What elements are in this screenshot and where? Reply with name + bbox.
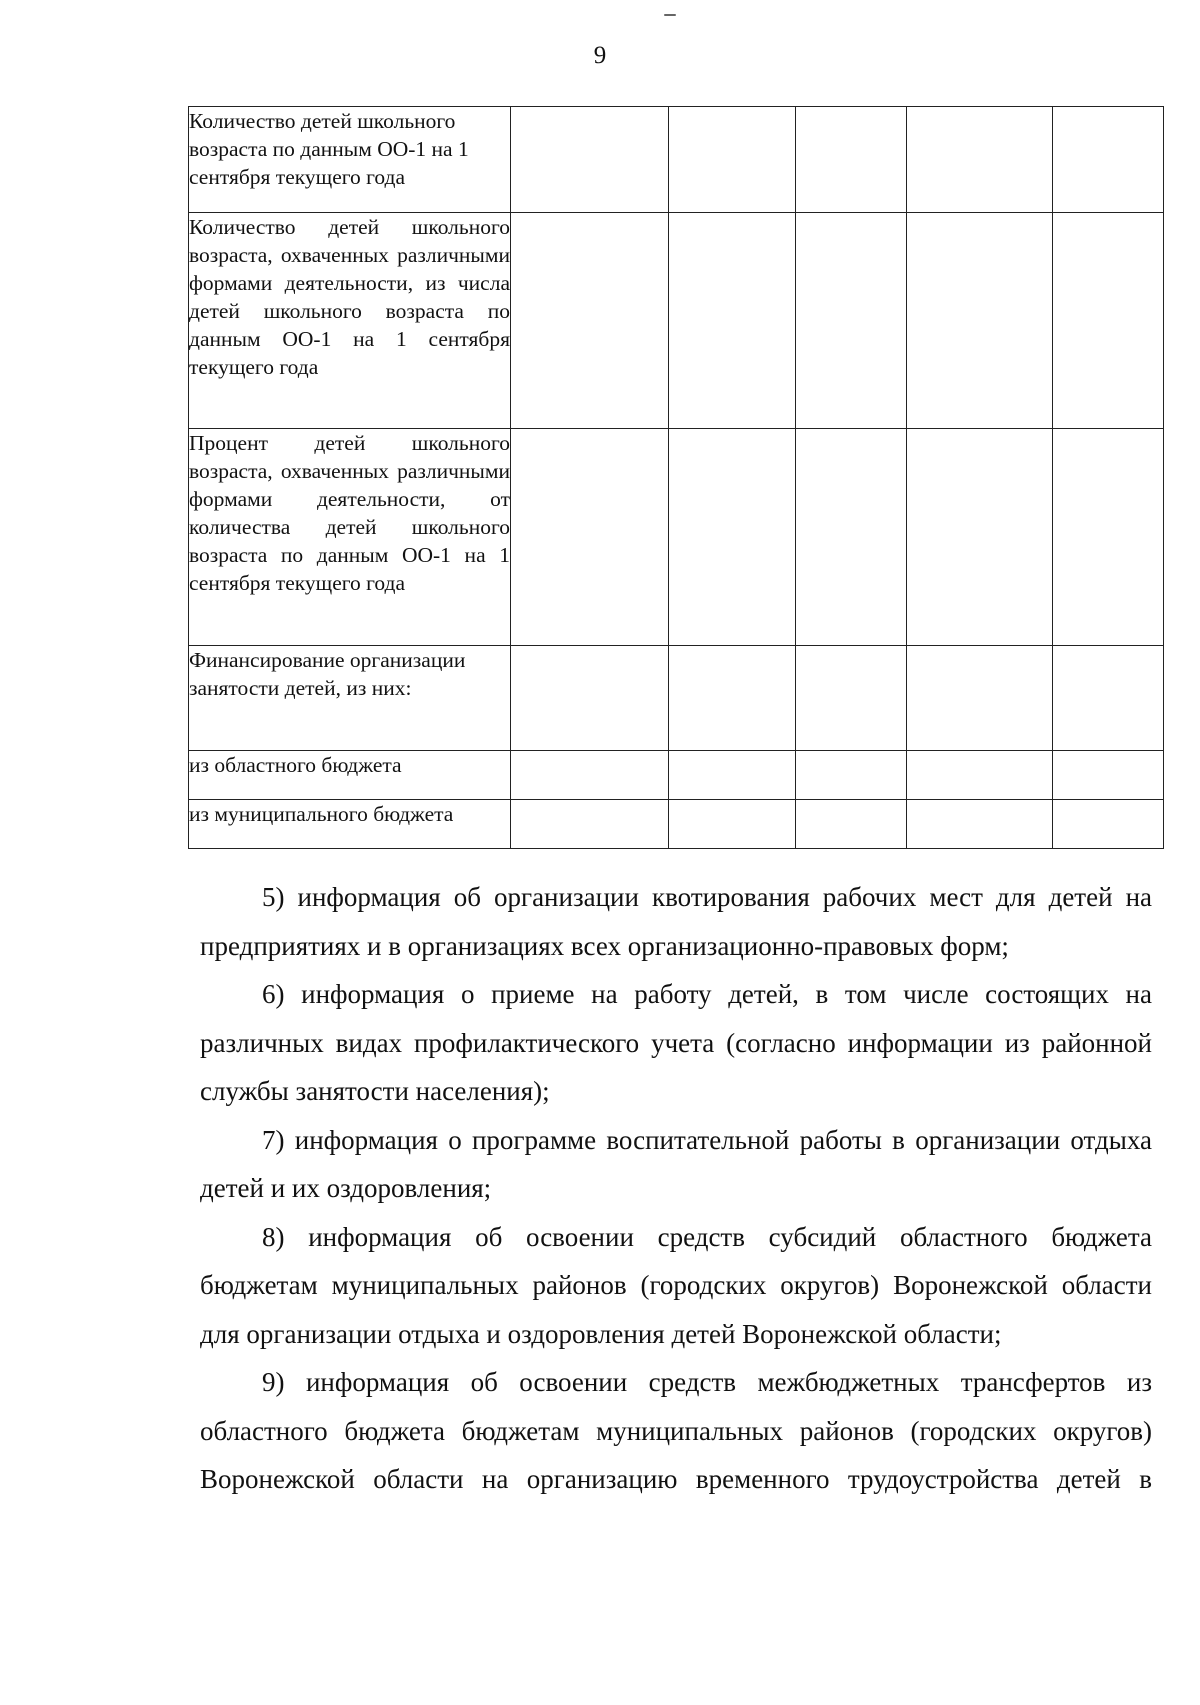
table-cell — [1053, 751, 1164, 800]
table-cell — [796, 800, 907, 849]
row-label-cell — [189, 751, 511, 800]
table-cell — [511, 751, 669, 800]
table-cell — [669, 646, 796, 751]
paragraph: 5) информация об организации квотирования рабочих мест для детей на предприятиях и в организациях всех организационно-правовых форм; — [200, 882, 1152, 961]
table-cell — [669, 429, 796, 646]
table-row — [189, 646, 1164, 751]
table-cell — [796, 107, 907, 213]
row-label: Количество детей школьного возраста, охваченных различными формами деятельности, из числа детей школьного возраста по данным ОО-1 на 1 сентября текущего года — [189, 215, 510, 379]
scan-mark — [664, 14, 676, 16]
body-text — [200, 873, 1152, 1504]
table-row — [189, 800, 1164, 849]
table-cell — [511, 429, 669, 646]
row-label: Количество детей школьного возраста по данным ОО-1 на 1 сентября текущего года — [189, 109, 469, 189]
page-number: 9 — [593, 42, 607, 69]
paragraph: 9) информация об освоении средств межбюджетных трансфертов из областного бюджета бюджетам муниципальных районов (городских округов) Воронежской области на организацию временного трудоустройства детей в — [200, 1367, 1152, 1494]
row-label-cell — [189, 107, 511, 213]
table-cell — [511, 646, 669, 751]
table-row — [189, 213, 1164, 429]
row-label: из областного бюджета — [189, 753, 402, 777]
paragraph: 6) информация о приеме на работу детей, в том числе состоящих на различных видах профилактического учета (согласно информации из районной службы занятости населения); — [200, 979, 1152, 1106]
table-cell — [1053, 800, 1164, 849]
table-cell — [1053, 646, 1164, 751]
table-cell — [669, 107, 796, 213]
row-label-cell — [189, 429, 511, 646]
paragraph: 8) информация об освоении средств субсидий областного бюджета бюджетам муниципальных районов (городских округов) Воронежской области для организации отдыха и оздоровления детей Воронежской области; — [200, 1221, 1152, 1349]
table-cell — [1053, 107, 1164, 213]
row-label: из муниципального бюджета — [189, 802, 454, 826]
table-cell — [796, 751, 907, 800]
table-cell — [669, 800, 796, 849]
row-label: Процент детей школьного возраста, охваченных различными формами деятельности, от количества детей школьного возраста по данным ОО-1 на 1 сентября текущего года — [189, 431, 510, 595]
table-row — [189, 107, 1164, 213]
table-cell — [907, 800, 1053, 849]
table-cell — [511, 213, 669, 429]
table-cell — [907, 107, 1053, 213]
data-table — [188, 106, 1164, 849]
row-label-cell — [189, 213, 511, 429]
table-row — [189, 751, 1164, 800]
paragraph: 7) информация о программе воспитательной работы в организации отдыха детей и их оздоровления; — [200, 1124, 1152, 1203]
table-cell — [669, 751, 796, 800]
table-cell — [511, 800, 669, 849]
table-cell — [796, 646, 907, 751]
table-cell — [907, 429, 1053, 646]
row-label: Финансирование организации занятости детей, из них: — [189, 648, 466, 700]
table-cell — [907, 751, 1053, 800]
table-cell — [907, 213, 1053, 429]
table-cell — [907, 646, 1053, 751]
table-cell — [796, 429, 907, 646]
table-cell — [796, 213, 907, 429]
table-cell — [1053, 213, 1164, 429]
table-row — [189, 429, 1164, 646]
row-label-cell — [189, 646, 511, 751]
table-cell — [511, 107, 669, 213]
table-cell — [1053, 429, 1164, 646]
table-cell — [669, 213, 796, 429]
row-label-cell — [189, 800, 511, 849]
